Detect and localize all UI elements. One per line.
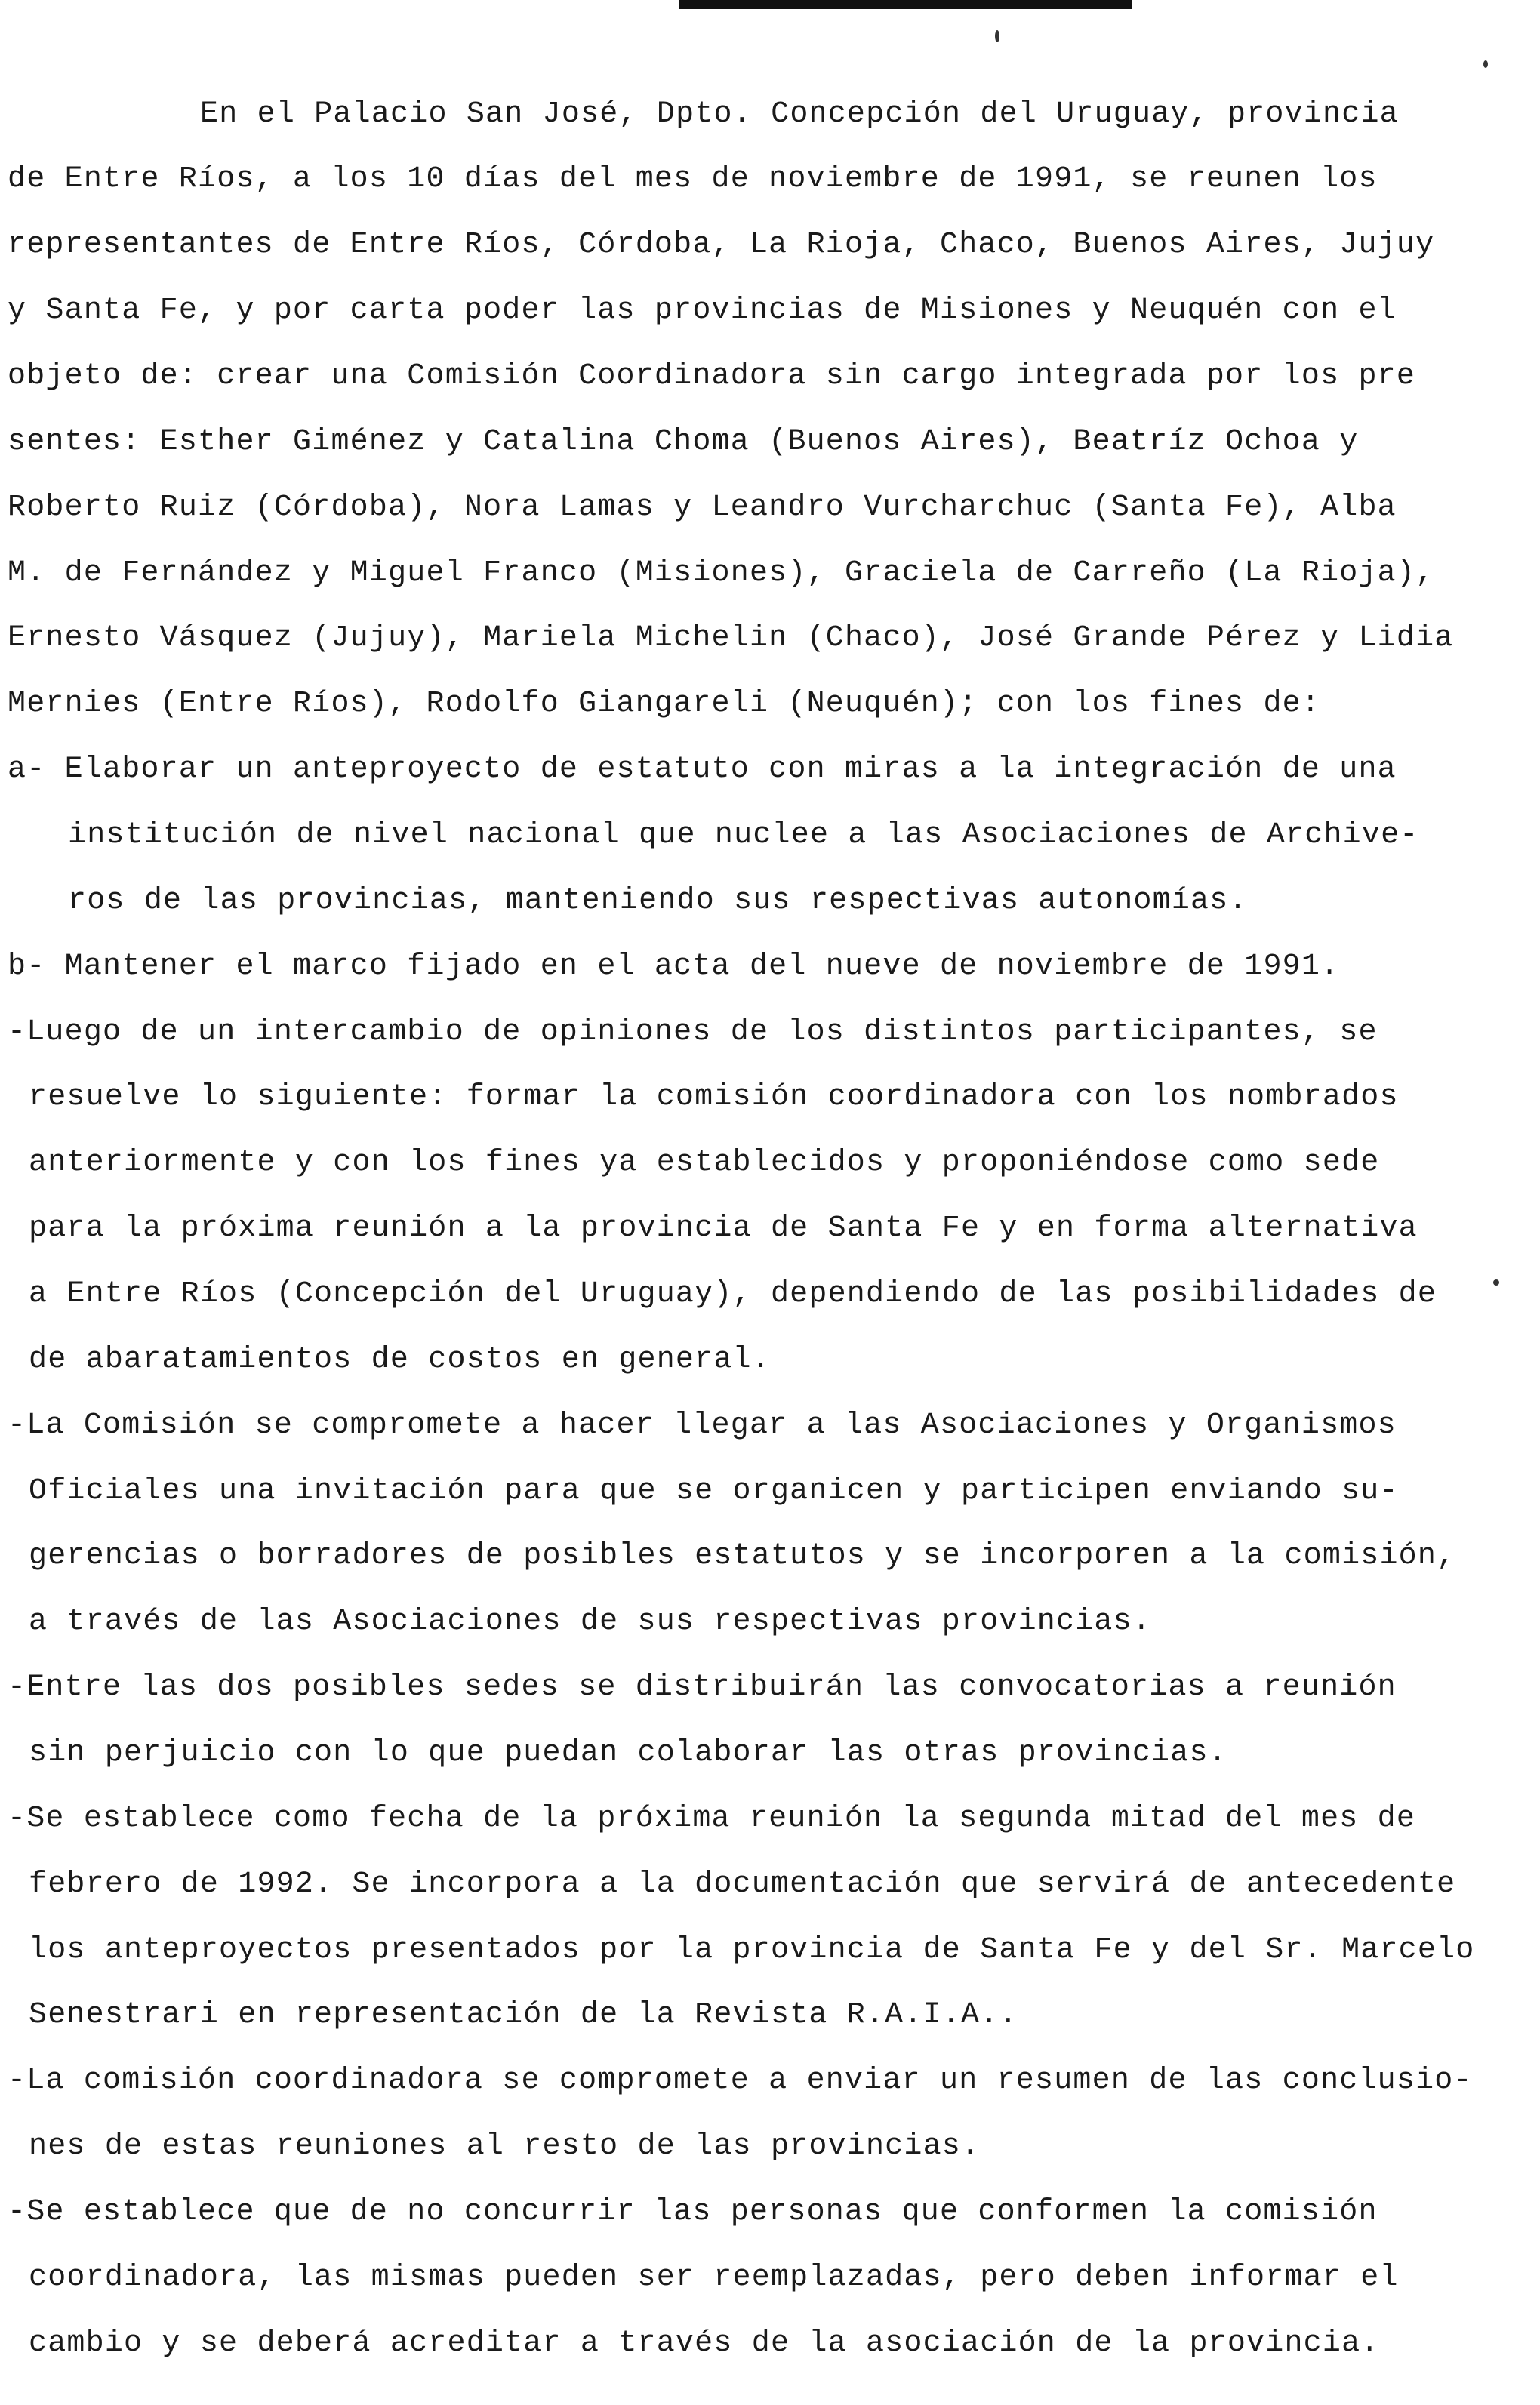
text-line: En el Palacio San José, Dpto. Concepción del Uruguay, provincia <box>200 97 1399 131</box>
text-line: nes de estas reuniones al resto de las provincias. <box>29 2129 981 2163</box>
text-line: representantes de Entre Ríos, Córdoba, La Rioja, Chaco, Buenos Aires, Jujuy <box>8 228 1435 262</box>
scan-speck <box>1493 1279 1499 1286</box>
scan-speck <box>995 30 999 42</box>
text-line: objeto de: crear una Comisión Coordinadora sin cargo integrada por los pre <box>8 359 1416 393</box>
text-line: sin perjuicio con lo que puedan colaborar las otras provincias. <box>29 1736 1227 1770</box>
text-line: Mernies (Entre Ríos), Rodolfo Giangareli (Neuquén); con los fines de: <box>8 687 1321 721</box>
text-line: b- Mantener el marco fijado en el acta del nueve de noviembre de 1991. <box>8 950 1340 984</box>
text-line: M. de Fernández y Miguel Franco (Misiones), Graciela de Carreño (La Rioja), <box>8 556 1435 590</box>
text-line: a- Elaborar un anteproyecto de estatuto con miras a la integración de una <box>8 753 1397 787</box>
text-line: coordinadora, las mismas pueden ser reemplazadas, pero deben informar el <box>29 2261 1399 2295</box>
scan-speck <box>1483 60 1488 68</box>
text-line: para la próxima reunión a la provincia de Santa Fe y en forma alternativa <box>29 1212 1418 1246</box>
text-line: -Entre las dos posibles sedes se distribuirán las convocatorias a reunión <box>8 1671 1397 1704</box>
text-line: Senestrari en representación de la Revista R.A.I.A.. <box>29 1998 1018 2032</box>
text-line: y Santa Fe, y por carta poder las provincias de Misiones y Neuquén con el <box>8 294 1397 328</box>
text-line: resuelve lo siguiente: formar la comisión coordinadora con los nombrados <box>29 1080 1399 1114</box>
text-line: sentes: Esther Giménez y Catalina Choma (Buenos Aires), Beatríz Ochoa y <box>8 425 1359 459</box>
text-line: febrero de 1992. Se incorpora a la documentación que servirá de antecedente <box>29 1868 1456 1902</box>
text-line: -Luego de un intercambio de opiniones de los distintos participantes, se <box>8 1015 1378 1049</box>
text-line: -La comisión coordinadora se compromete a enviar un resumen de las conclusio- <box>8 2064 1473 2098</box>
top-edge-rule <box>679 0 1132 9</box>
text-line: a Entre Ríos (Concepción del Uruguay), dependiendo de las posibilidades de <box>29 1277 1437 1311</box>
text-line: cambio y se deberá acreditar a través de la asociación de la provincia. <box>29 2326 1380 2360</box>
text-line: institución de nivel nacional que nuclee a las Asociaciones de Archive- <box>68 818 1419 852</box>
text-line: de Entre Ríos, a los 10 días del mes de noviembre de 1991, se reunen los <box>8 162 1378 196</box>
text-line: los anteproyectos presentados por la provincia de Santa Fe y del Sr. Marcelo <box>29 1933 1475 1967</box>
text-line: anteriormente y con los fines ya establecidos y proponiéndose como sede <box>29 1146 1380 1180</box>
text-line: Ernesto Vásquez (Jujuy), Mariela Michelin (Chaco), José Grande Pérez y Lidia <box>8 621 1454 655</box>
text-line: gerencias o borradores de posibles estatutos y se incorporen a la comisión, <box>29 1539 1456 1573</box>
text-line: -La Comisión se compromete a hacer llegar a las Asociaciones y Organismos <box>8 1409 1397 1443</box>
text-line: Oficiales una invitación para que se organicen y participen enviando su- <box>29 1474 1399 1508</box>
text-line: ros de las provincias, manteniendo sus respectivas autonomías. <box>68 884 1248 918</box>
text-line: a través de las Asociaciones de sus respectivas provincias. <box>29 1605 1152 1639</box>
text-line: -Se establece que de no concurrir las personas que conformen la comisión <box>8 2195 1378 2229</box>
text-line: de abaratamientos de costos en general. <box>29 1343 771 1377</box>
text-line: -Se establece como fecha de la próxima reunión la segunda mitad del mes de <box>8 1802 1416 1836</box>
text-line: Roberto Ruiz (Córdoba), Nora Lamas y Leandro Vurcharchuc (Santa Fe), Alba <box>8 491 1397 525</box>
